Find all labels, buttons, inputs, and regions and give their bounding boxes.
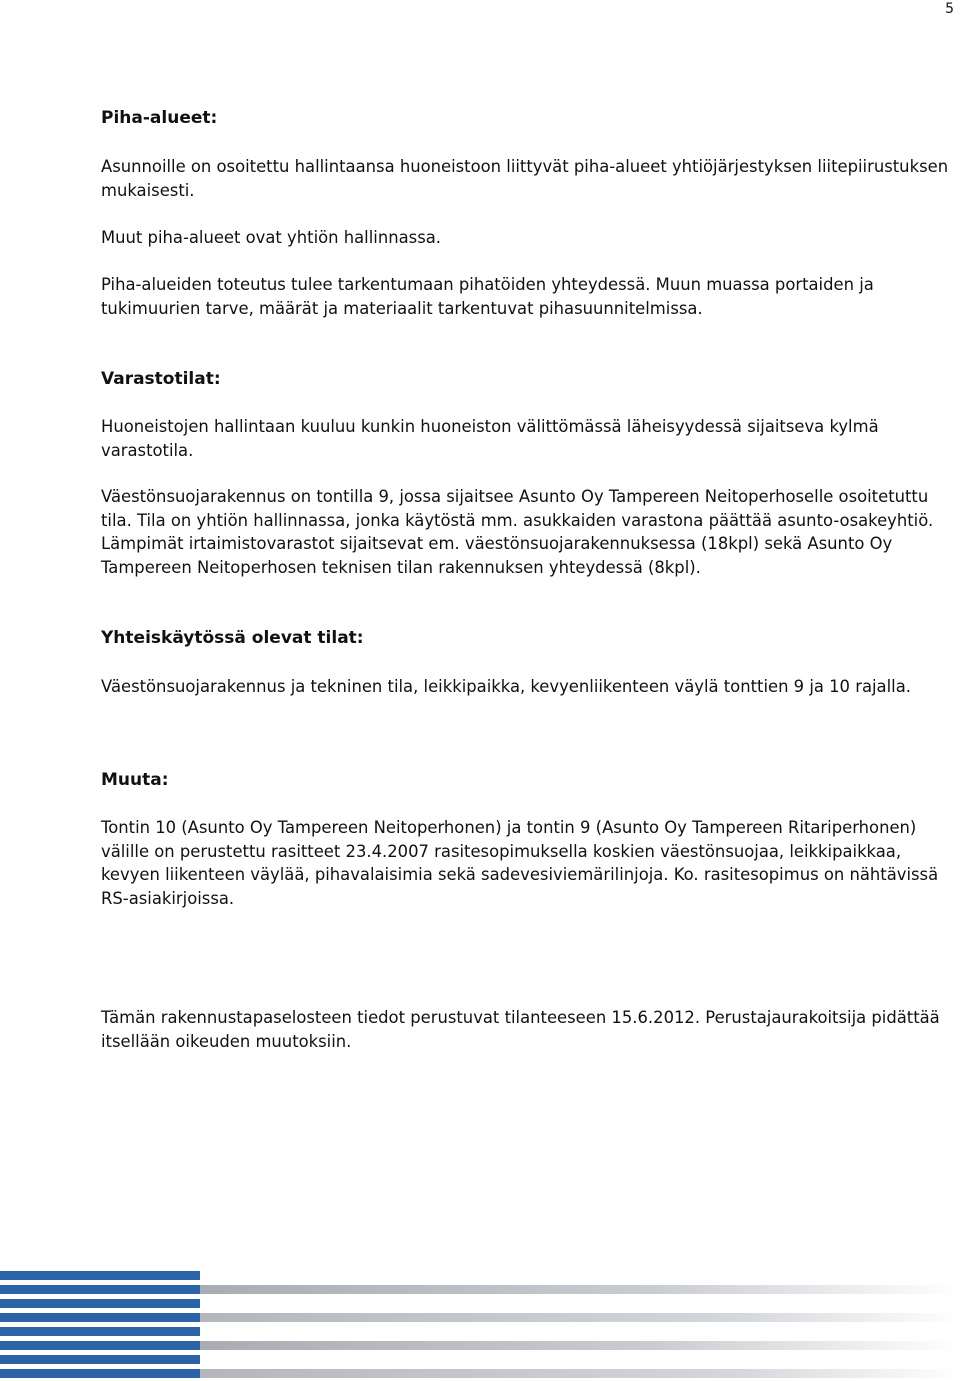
paragraph: Väestönsuojarakennus on tontilla 9, jossa sijaitsee Asunto Oy Tampereen Neitoperhoselle osoitetuttu tila. Tila on yhtiön hallinnassa, jonka käytöstä mm. asukkaiden varastona päättää asunto-osakeyhtiö. Lämpimät irtaimistovarastot sijaitsevat em. väestönsuojarakennuksessa (18kpl) sekä Asunto Oy Tampereen Neitoperhosen teknisen tilan rakennuksen yhteydessä (8kpl). bbox=[101, 487, 934, 577]
section-heading-muuta: Muuta: bbox=[101, 770, 169, 790]
stripe-gray bbox=[200, 1285, 960, 1294]
stripe-gray bbox=[200, 1313, 960, 1322]
paragraph: Huoneistojen hallintaan kuuluu kunkin huoneiston välittömässä läheisyydessä sijaitseva kylmä varastotila. bbox=[101, 417, 879, 460]
paragraph: Asunnoille on osoitettu hallintaansa huoneistoon liittyvät piha-alueet yhtiöjärjestyksen liitepiirustuksen mukaisesti. bbox=[101, 157, 949, 200]
stripe-blue bbox=[0, 1285, 200, 1294]
paragraph: Piha-alueiden toteutus tulee tarkentumaan pihatöiden yhteydessä. Muun muassa portaiden ja tukimuurien tarve, määrät ja materiaalit tarkentuvat pihasuunnitelmissa. bbox=[101, 275, 874, 318]
stripe-blue bbox=[0, 1355, 200, 1364]
page-number: 5 bbox=[945, 1, 954, 17]
paragraph: Muut piha-alueet ovat yhtiön hallinnassa. bbox=[101, 228, 442, 247]
paragraph: Tontin 10 (Asunto Oy Tampereen Neitoperhonen) ja tontin 9 (Asunto Oy Tampereen Ritariperhonen) välille on perustettu rasitteet 23.4.2007 rasitesopimuksella koskien väestönsuojaa, leikkipaikkaa, kevyen liikenteen väylää, pihavalaisimia sekä sadevesiviemärilinjoja. Ko. rasitesopimus on nähtävissä RS-asiakirjoissa. bbox=[101, 818, 939, 908]
stripe-gray bbox=[200, 1369, 960, 1378]
footer-note: Tämän rakennustapaselosteen tiedot perustuvat tilanteeseen 15.6.2012. Perustajaurakoitsija pidättää itsellään oikeuden muutoksiin. bbox=[101, 1008, 940, 1051]
section-heading-varastotilat: Varastotilat: bbox=[101, 369, 221, 389]
decorative-stripes bbox=[0, 1271, 960, 1381]
stripe-blue bbox=[0, 1327, 200, 1336]
section-heading-yhteiskaytossa: Yhteiskäytössä olevat tilat: bbox=[101, 628, 364, 648]
stripe-blue bbox=[0, 1369, 200, 1378]
paragraph: Väestönsuojarakennus ja tekninen tila, leikkipaikka, kevyenliikenteen väylä tonttien 9 ja 10 rajalla. bbox=[101, 677, 911, 696]
stripe-blue bbox=[0, 1299, 200, 1308]
section-heading-piha-alueet: Piha-alueet: bbox=[101, 108, 218, 128]
stripe-blue bbox=[0, 1341, 200, 1350]
stripe-blue bbox=[0, 1271, 200, 1280]
stripe-gray bbox=[200, 1341, 960, 1350]
stripe-blue bbox=[0, 1313, 200, 1322]
